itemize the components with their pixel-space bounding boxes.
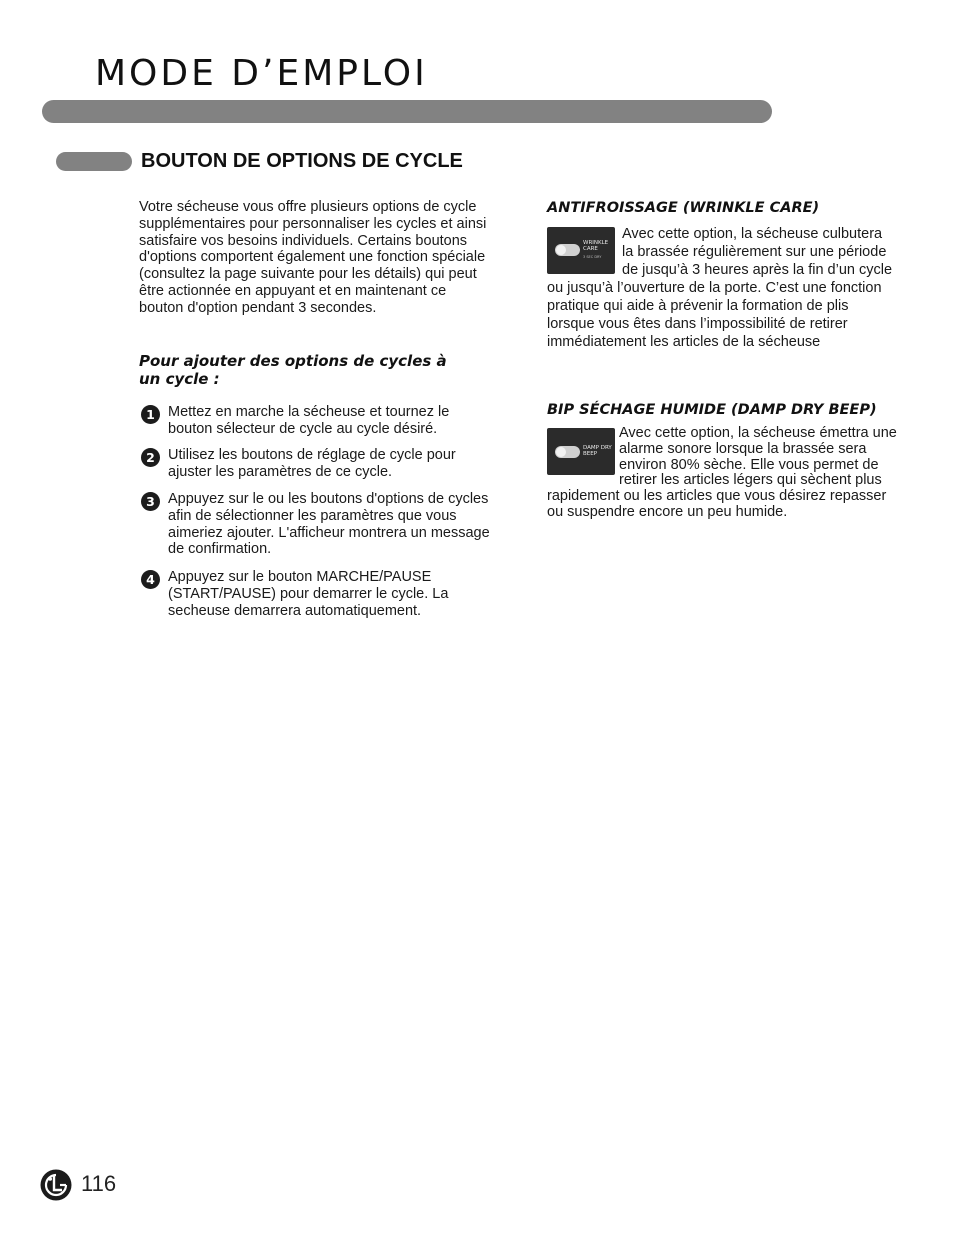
- step-text: Mettez en marche la sécheuse et tournez le bouton sélecteur de cycle au cycle désiré.: [168, 404, 450, 437]
- intro-paragraph: Votre sécheuse vous offre plusieurs options de cycle supplémentaires pour personnaliser les cycles et ainsi satisfaire vos besoins individuels. Certains boutons d'options comportent également une fonction spéciale (consultez la page suivante pour les détails) qui peut être actionnée en appuyant et en maintenant ce bouton d'option pendant 3 secondes.: [139, 199, 487, 316]
- page-title: MODE D’EMPLOI: [95, 53, 428, 94]
- damp-dry-beep-heading: BIP SÉCHAGE HUMIDE (DAMP DRY BEEP): [547, 402, 877, 418]
- toggle-icon: [555, 446, 580, 458]
- step-number-badge: 1: [141, 405, 160, 424]
- damp-dry-beep-button-icon: [547, 428, 615, 475]
- button-sublabel: 3 SEC DRY: [583, 255, 602, 259]
- lg-logo-icon: [40, 1169, 72, 1201]
- steps-heading: Pour ajouter des options de cycles à un cycle :: [139, 352, 447, 388]
- section-marker: [56, 152, 132, 171]
- step-item: [141, 569, 493, 619]
- step-text: Utilisez les boutons de réglage de cycle pour ajuster les paramètres de ce cycle.: [168, 447, 456, 480]
- damp-dry-beep-option: [547, 401, 897, 521]
- button-label: WRINKLE CARE: [583, 240, 609, 252]
- step-item: [141, 447, 493, 481]
- step-text: Appuyez sur le ou les boutons d'options de cycles afin de sélectionner les paramètres que vous aimeriez ajouter. L'afficheur montrera un message de confirmation.: [168, 491, 490, 558]
- wrinkle-care-heading: ANTIFROISSAGE (WRINKLE CARE): [547, 200, 820, 216]
- step-item: [141, 404, 493, 438]
- step-number-badge: 4: [141, 570, 160, 589]
- wrinkle-care-description: Avec cette option, la sécheuse culbutera la brassée régulièrement sur une période de jusqu’à 3 heures après la fin d’un cycle ou jusqu’à l’ouverture de la porte. C’est une fonction pratique qui aide à prévenir la formation de plis lorsque vous êtes dans l’impossibilité de retirer immédiatement les articles de la sécheuse: [547, 226, 893, 350]
- damp-dry-beep-description: Avec cette option, la sécheuse émettra une alarme sonore lorsque la brassée sera environ 80% sèche. Elle vous permet de retirer les articles légers qui sèchent plus rapidement ou les articles que vous désirez repasser ou suspendre encore un peu humide.: [547, 425, 897, 520]
- step-item: [141, 491, 493, 558]
- wrinkle-care-option: [547, 199, 897, 351]
- title-divider-bar: [42, 100, 772, 123]
- step-number-badge: 3: [141, 492, 160, 511]
- wrinkle-care-button-icon: [547, 227, 615, 274]
- page-number: 116: [81, 1171, 117, 1196]
- step-number-badge: 2: [141, 448, 160, 467]
- section-heading: BOUTON DE OPTIONS DE CYCLE: [141, 150, 463, 172]
- button-label: DAMP DRY BEEP: [583, 445, 612, 457]
- toggle-icon: [555, 244, 580, 256]
- step-text: Appuyez sur le bouton MARCHE/PAUSE (START/PAUSE) pour demarrer le cycle. La secheuse demarrera automatiquement.: [168, 569, 449, 619]
